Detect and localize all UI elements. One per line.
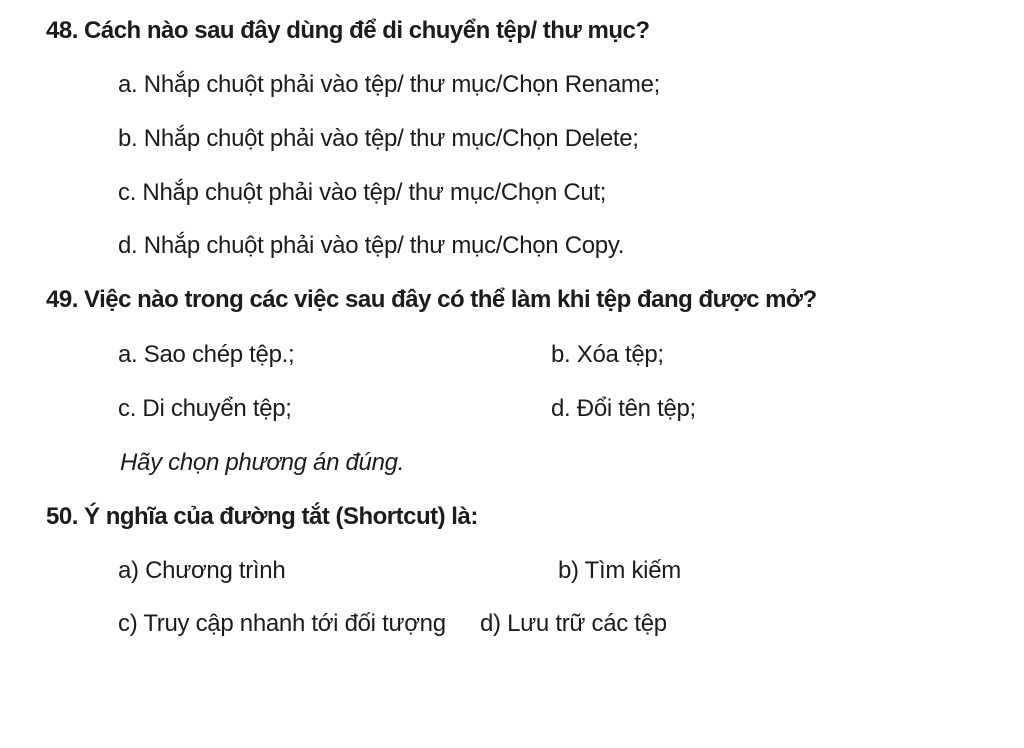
question-49-option-a: a. Sao chép tệp.; [118, 341, 295, 368]
question-50-option-c: c) Truy cập nhanh tới đối tượng [118, 610, 446, 637]
question-50-option-d: d) Lưu trữ các tệp [480, 610, 667, 637]
question-48-option-d: d. Nhắp chuột phải vào tệp/ thư mục/Chọn Copy. [118, 232, 625, 259]
question-48-option-c: c. Nhắp chuột phải vào tệp/ thư mục/Chọn Cut; [118, 179, 607, 206]
question-49-option-b: b. Xóa tệp; [551, 341, 664, 368]
question-48: 48. Cách nào sau đây dùng để di chuyển tệp/ thư mục? [46, 17, 650, 44]
question-49-option-d: d. Đổi tên tệp; [551, 395, 696, 422]
question-49-instruction: Hãy chọn phương án đúng. [120, 449, 405, 476]
question-50-option-a: a) Chương trình [118, 557, 286, 584]
question-50-option-b: b) Tìm kiếm [558, 557, 681, 584]
question-48-option-b: b. Nhắp chuột phải vào tệp/ thư mục/Chọn Delete; [118, 125, 639, 152]
question-49: 49. Việc nào trong các việc sau đây có thể làm khi tệp đang được mở? [46, 286, 817, 313]
question-49-option-c: c. Di chuyển tệp; [118, 395, 292, 422]
question-48-option-a: a. Nhắp chuột phải vào tệp/ thư mục/Chọn Rename; [118, 71, 660, 98]
question-50: 50. Ý nghĩa của đường tắt (Shortcut) là: [46, 503, 478, 530]
